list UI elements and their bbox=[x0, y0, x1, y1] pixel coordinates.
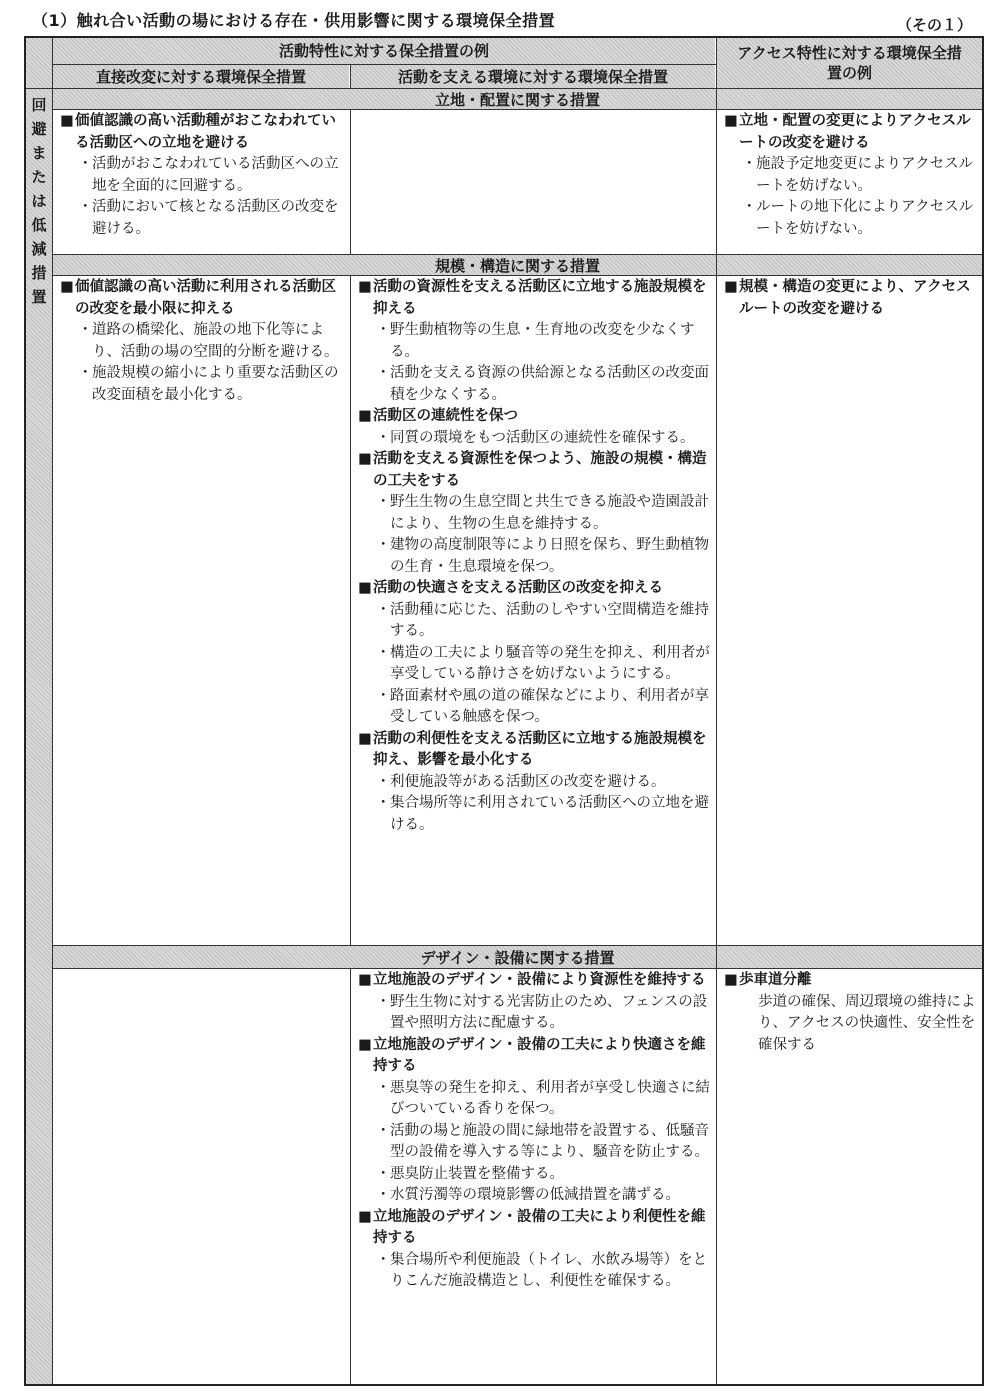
measure-point: ・ 道路の橋梁化、施設の地下化等により、活動の場の空間的分断を避ける。 bbox=[78, 322, 339, 360]
measure-heading: ■ 活動の快適さを支える活動区の改変を抑える bbox=[358, 580, 663, 596]
grid-line bbox=[350, 968, 351, 1384]
section-title: 立地・配置に関する措置 bbox=[434, 90, 600, 109]
measure-point: ・ 野生生物に対する光害防止のため、フェンスの設置や照明方法に配慮する。 bbox=[376, 993, 708, 1031]
cell-location-direct bbox=[54, 111, 350, 240]
section-band-location bbox=[53, 89, 982, 109]
measure-heading: ■ 立地施設のデザイン・設備の工夫により快適さを維持する bbox=[358, 1036, 706, 1074]
measure-heading: ■ 立地施設のデザイン・設備の工夫により利便性を維持する bbox=[358, 1208, 706, 1246]
header-support bbox=[351, 65, 715, 88]
header-activity-group bbox=[53, 38, 715, 64]
measure-heading: ■ 規模・構造の変更により、アクセスルートの改変を避ける bbox=[724, 279, 971, 317]
grid-line bbox=[52, 109, 982, 110]
header-support-label: 活動を支える環境に対する環境保全措置 bbox=[397, 67, 668, 86]
grid-line bbox=[350, 64, 351, 89]
page-title: （1）触れ合い活動の場における存在・供用影響に関する環境保全措置 bbox=[32, 11, 556, 30]
grid-line bbox=[52, 968, 982, 969]
grid-line bbox=[26, 88, 982, 89]
measure-heading: ■ 立地施設のデザイン・設備により資源性を維持する bbox=[358, 972, 706, 988]
measure-heading: ■ 価値認識の高い活動に利用される活動区の改変を最小限に抑える bbox=[60, 279, 336, 317]
measure-heading: ■ 立地・配置の変更によりアクセスルートの改変を避ける bbox=[724, 113, 971, 151]
measure-heading: ■ 活動の資源性を支える活動区に立地する施設規模を抑える bbox=[358, 279, 707, 317]
measure-point: ・ 同質の環境をもつ活動区の連続性を確保する。 bbox=[376, 429, 695, 446]
section-title: デザイン・設備に関する措置 bbox=[420, 948, 615, 967]
header-activity-group-label: 活動特性に対する保全措置の例 bbox=[278, 42, 489, 60]
cell-design-support bbox=[352, 970, 716, 1293]
header-access bbox=[717, 38, 982, 88]
measure-description: 歩道の確保、周辺環境の維持により、アクセスの快適性、安全性を確保する bbox=[758, 993, 976, 1053]
measure-point: ・ 施設規模の縮小により重要な活動区の改変面積を最小化する。 bbox=[78, 365, 339, 403]
grid-line bbox=[350, 109, 351, 255]
grid-line bbox=[52, 64, 716, 65]
measure-point: ・ 野生動植物等の生息・生育地の改変を少なくする。 bbox=[376, 322, 695, 360]
side-label: 回 避 ま た は 低 減 措 置 bbox=[26, 89, 52, 1384]
measure-point: ・ 悪臭防止装置を整備する。 bbox=[376, 1165, 564, 1182]
grid-line bbox=[52, 275, 982, 276]
cell-scale-support bbox=[352, 277, 716, 836]
grid-line bbox=[52, 254, 982, 255]
measure-point: ・ 建物の高度制限等により日照を保ち、野生動植物の生育・生息環境を保つ。 bbox=[376, 537, 709, 575]
grid-line bbox=[52, 945, 982, 946]
measure-point: ・ 活動がおこなわれている活動区への立地を全面的に回避する。 bbox=[78, 156, 339, 194]
measure-point: ・ 構造の工夫により騒音等の発生を抑え、利用者が享受している静けさを妨げないようにする。 bbox=[376, 644, 710, 682]
section-title: 規模・構造に関する措置 bbox=[434, 256, 600, 275]
measure-point: ・ 利便施設等がある活動区の改変を避ける。 bbox=[376, 773, 666, 790]
measures-table bbox=[24, 36, 984, 1386]
measure-point: ・ 水質汚濁等の環境影響の低減措置を講ずる。 bbox=[376, 1187, 680, 1203]
corner-cell bbox=[26, 38, 52, 88]
measure-point: ・ 活動種に応じた、活動のしやすい空間構造を維持する。 bbox=[376, 601, 709, 639]
measure-point: ・ 野生生物の生息空間と共生できる施設や造園設計により、生物の生息を維持する。 bbox=[376, 494, 709, 532]
header-direct bbox=[53, 65, 349, 88]
measure-heading: ■ 活動の利便性を支える活動区に立地する施設規模を抑え、影響を最小化する bbox=[358, 730, 707, 768]
header-direct-label: 直接改変に対する環境保全措置 bbox=[95, 67, 306, 86]
cell-design-access bbox=[718, 970, 982, 1056]
cell-scale-direct bbox=[54, 277, 350, 406]
measure-heading: ■ 活動を支える資源性を保つよう、施設の規模・構造の工夫をする bbox=[358, 451, 707, 489]
section-band-scale bbox=[53, 255, 982, 275]
measure-point: ・ 集合場所等に利用されている活動区への立地を避ける。 bbox=[376, 795, 709, 833]
measure-point: ・ 活動において核となる活動区の改変を避ける。 bbox=[78, 199, 339, 237]
cell-location-access bbox=[718, 111, 982, 240]
measure-heading: ■ 活動区の連続性を保つ bbox=[358, 408, 518, 424]
grid-line bbox=[52, 38, 53, 1384]
measure-point: ・ 活動の場と施設の間に緑地帯を設置する、低騒音型の設備を導入する等により、騒音を防止する。 bbox=[376, 1122, 709, 1160]
measure-heading: ■ 歩車道分離 bbox=[724, 972, 812, 988]
measure-point: ・ 施設予定地変更によりアクセスルートを妨げない。 bbox=[742, 156, 974, 194]
page-part-label: （その１） bbox=[896, 16, 972, 34]
grid-line bbox=[716, 38, 717, 1384]
measure-point: ・ 路面素材や風の道の確保などにより、利用者が享受している触感を保つ。 bbox=[376, 687, 709, 725]
measure-point: ・ 活動を支える資源の供給源となる活動区の改変面積を少なくする。 bbox=[376, 365, 709, 403]
cell-scale-access bbox=[718, 277, 982, 320]
grid-line bbox=[350, 275, 351, 946]
measure-heading: ■ 価値認識の高い活動種がおこなわれている活動区への立地を避ける bbox=[60, 113, 336, 151]
measure-point: ・ 悪臭等の発生を抑え、利用者が享受し快適さに結びついている香りを保つ。 bbox=[376, 1079, 710, 1117]
measure-point: ・ ルートの地下化によりアクセスルートを妨げない。 bbox=[742, 199, 974, 237]
header-access-label: アクセス特性に対する環境保全措置の例 bbox=[737, 44, 962, 82]
measure-point: ・ 集合場所や利便施設（トイレ、水飲み場等）をとりこんだ施設構造とし、利便性を確保する。 bbox=[376, 1251, 708, 1289]
section-band-design bbox=[53, 946, 982, 968]
